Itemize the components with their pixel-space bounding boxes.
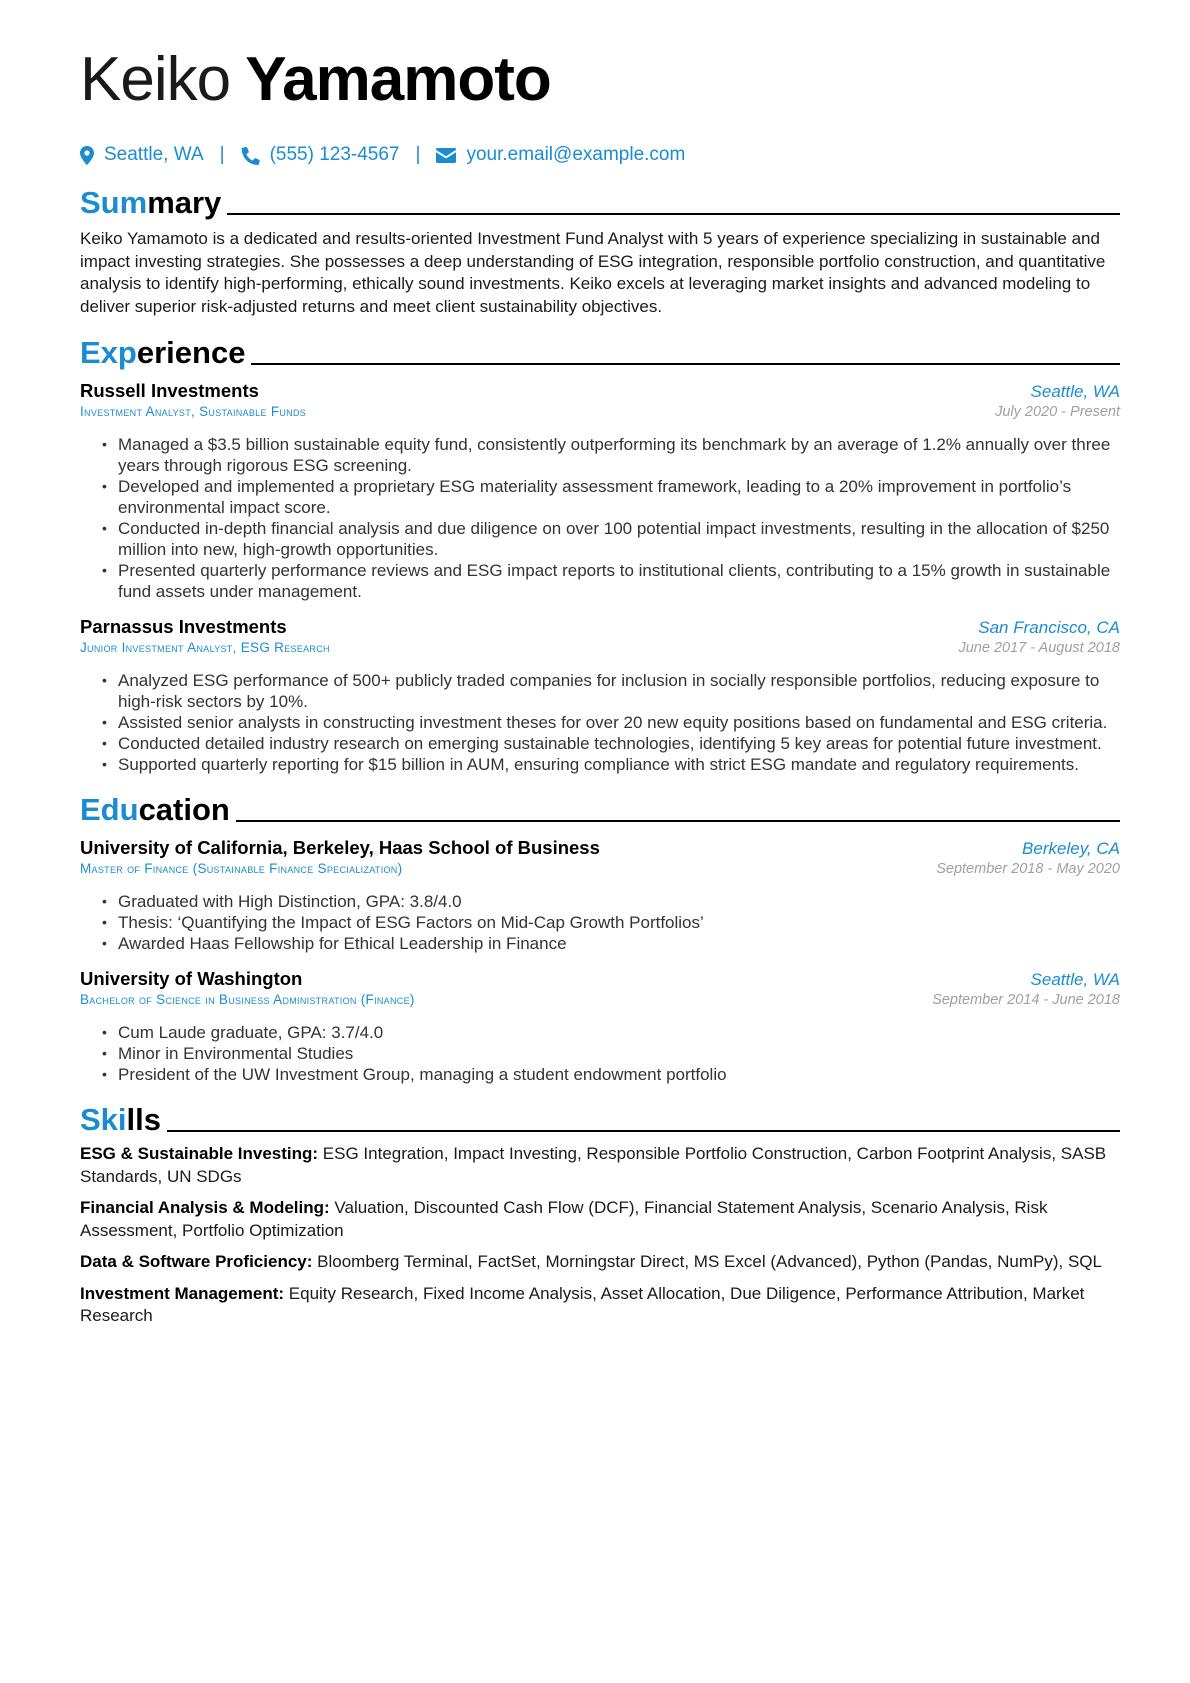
education-entry: [80, 968, 1120, 1085]
location-text: Seattle, WA: [104, 144, 204, 165]
skill-category: ESG & Sustainable Investing:: [80, 1144, 319, 1163]
section-title: [80, 186, 221, 220]
first-name: Keiko: [80, 45, 231, 114]
list-item: • Awarded Haas Fellowship for Ethical Leadership in Finance: [118, 933, 1120, 954]
job-title: Investment Analyst, Sustainable Funds: [80, 404, 307, 419]
skill-row: [80, 1143, 1120, 1188]
title-rest: erience: [136, 335, 246, 370]
candidate-name: [80, 40, 1120, 120]
list-item: • Presented quarterly performance reviews and ESG impact reports to institutional clients, contributing to a 15% growth in sustainable fund assets under management.: [118, 560, 1120, 602]
list-item: • Developed and implemented a proprietary ESG materiality assessment framework, leading to a 20% improvement in portfolio’s environmental impact score.: [118, 476, 1120, 518]
list-item: • Analyzed ESG performance of 500+ publicly traded companies for inclusion in socially responsible portfolios, reducing exposure to high-risk sectors by 10%.: [118, 670, 1120, 712]
title-rest: mary: [147, 185, 222, 220]
employer-name: Russell Investments: [80, 380, 259, 401]
entry-dates: September 2018 - May 2020: [936, 861, 1120, 877]
list-item: • Graduated with High Distinction, GPA: 3.8/4.0: [118, 891, 1120, 912]
section-divider: [167, 1130, 1120, 1132]
skill-category: Data & Software Proficiency:: [80, 1252, 313, 1271]
school-name: University of Washington: [80, 968, 303, 989]
skill-row: [80, 1283, 1120, 1328]
skill-values: Valuation, Discounted Cash Flow (DCF), Financial Statement Analysis, Scenario Analysis, Risk Assessment, Portfolio Optimization: [80, 1198, 1048, 1240]
phone-icon: [241, 146, 260, 165]
skill-values: Bloomberg Terminal, FactSet, Morningstar Direct, MS Excel (Advanced), Python (Pandas, NumPy), SQL: [317, 1252, 1102, 1271]
section-divider: [251, 363, 1120, 365]
section-header: [80, 787, 1120, 827]
experience-entry: [80, 380, 1120, 602]
skill-category: Financial Analysis & Modeling:: [80, 1198, 330, 1217]
skill-values: Equity Research, Fixed Income Analysis, Asset Allocation, Due Diligence, Performance Attribution, Market Research: [80, 1283, 1085, 1325]
skill-row: [80, 1197, 1120, 1242]
section-title: [80, 336, 245, 370]
section-title: [80, 793, 230, 827]
bullet-list: [80, 434, 1120, 602]
section-header: [80, 1097, 1120, 1137]
contact-bar: [80, 142, 1120, 168]
contact-email[interactable]: [436, 144, 685, 166]
job-title: Junior Investment Analyst, ESG Research: [80, 640, 330, 655]
title-accent: Sum: [80, 185, 148, 220]
experience-entry: [80, 616, 1120, 775]
skill-category: Investment Management:: [80, 1283, 285, 1303]
skill-row: [80, 1251, 1120, 1274]
email-link: your.email@example.com: [466, 144, 686, 165]
section-divider: [236, 820, 1120, 822]
entry-location: Berkeley, CA: [1022, 839, 1120, 858]
title-rest: cation: [138, 792, 230, 827]
list-item: • Thesis: ‘Quantifying the Impact of ESG Factors on Mid-Cap Growth Portfolios’: [118, 912, 1120, 933]
list-item: • Minor in Environmental Studies: [118, 1043, 1120, 1064]
list-item: • Assisted senior analysts in constructing investment theses for over 20 new equity positions based on fundamental and ESG criteria.: [118, 712, 1120, 733]
contact-separator: |: [415, 144, 421, 165]
skills-section: [80, 1097, 1120, 1328]
school-name: University of California, Berkeley, Haas School of Business: [80, 837, 600, 858]
list-item: • Cum Laude graduate, GPA: 3.7/4.0: [118, 1022, 1120, 1043]
phone-text: (555) 123-4567: [269, 144, 400, 165]
envelope-icon: [436, 148, 456, 163]
skills-list: [80, 1143, 1120, 1328]
contact-separator: |: [219, 144, 225, 165]
last-name: Yamamoto: [245, 45, 551, 114]
summary-section: [80, 180, 1120, 318]
skill-values: ESG Integration, Impact Investing, Responsible Portfolio Construction, Carbon Footprint Analysis, SASB Standards, UN SDGs: [80, 1144, 1107, 1186]
bullet-list: [80, 891, 1120, 954]
employer-name: Parnassus Investments: [80, 616, 287, 637]
list-item: • Supported quarterly reporting for $15 billion in AUM, ensuring compliance with strict ESG mandate and regulatory requirements.: [118, 754, 1120, 775]
title-accent: Ski: [80, 1102, 127, 1137]
education-entry: [80, 837, 1120, 954]
education-section: [80, 787, 1120, 1085]
map-pin-icon: [80, 146, 94, 165]
section-header: [80, 180, 1120, 220]
entry-dates: September 2014 - June 2018: [932, 992, 1120, 1008]
list-item: • Managed a $3.5 billion sustainable equity fund, consistently outperforming its benchmark by an average of 1.2% annually over three years through rigorous ESG screening.: [118, 434, 1120, 476]
resume-page: [80, 40, 1120, 1328]
entry-dates: June 2017 - August 2018: [958, 640, 1120, 656]
contact-phone[interactable]: [241, 144, 400, 166]
entry-location: Seattle, WA: [1030, 970, 1120, 989]
title-rest: lls: [126, 1102, 161, 1137]
bullet-list: [80, 1022, 1120, 1085]
entry-location: San Francisco, CA: [978, 618, 1120, 637]
summary-text: Keiko Yamamoto is a dedicated and results-oriented Investment Fund Analyst with 5 years of experience specializing in sustainable and impact investing strategies. She possesses a deep understanding of ESG integration, responsible portfolio construction, and quantitative analysis to identify high-performing, ethically sound investments. Keiko excels at leveraging market insights and advanced modeling to deliver superior risk-adjusted returns and meet client sustainability objectives.: [80, 229, 1106, 316]
list-item: • Conducted in-depth financial analysis and due diligence on over 100 potential impact investments, resulting in the allocation of $250 million into new, high-growth opportunities.: [118, 518, 1120, 560]
section-divider: [227, 213, 1120, 215]
contact-location: [80, 144, 204, 166]
list-item: • President of the UW Investment Group, managing a student endowment portfolio: [118, 1064, 1120, 1085]
degree-title: Bachelor of Science in Business Administration (Finance): [80, 992, 415, 1007]
bullet-list: [80, 670, 1120, 775]
entry-location: Seattle, WA: [1030, 382, 1120, 401]
experience-section: [80, 330, 1120, 775]
degree-title: Master of Finance (Sustainable Finance Specialization): [80, 861, 403, 876]
entry-dates: July 2020 - Present: [995, 404, 1120, 420]
section-header: [80, 330, 1120, 370]
title-accent: Exp: [80, 335, 137, 370]
list-item: • Conducted detailed industry research on emerging sustainable technologies, identifying 5 key areas for potential future investment.: [118, 733, 1120, 754]
section-title: [80, 1103, 161, 1137]
title-accent: Edu: [80, 792, 139, 827]
